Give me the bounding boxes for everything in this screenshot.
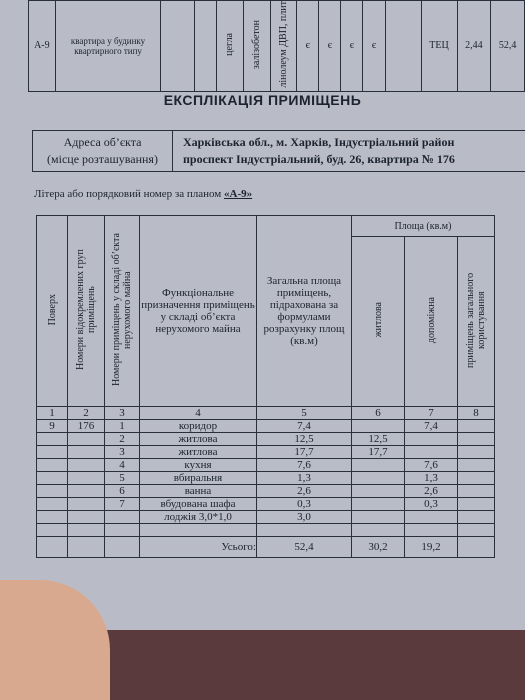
address-value: Харківська обл., м. Харків, Індустріальний район проспект Індустріальний, буд. 26, квартира № 176: [183, 135, 455, 166]
header-common: приміщень загального користування: [465, 272, 487, 368]
total-aux: 19,2: [405, 537, 458, 558]
header-group: Номери відокремлених груп приміщень: [75, 249, 97, 370]
top-area: 52,4: [491, 1, 525, 92]
table-row: 4 кухня 7,6 7,6: [37, 459, 495, 472]
address-box: [32, 130, 525, 172]
floor-material: залізобетон: [251, 19, 263, 69]
sign-2: є: [319, 1, 341, 92]
header-total-area: Загальна площа приміщень, підрахована за формулами розрахунку площ (кв.м): [257, 216, 352, 407]
page-title: ЕКСПЛІКАЦІЯ ПРИМІЩЕНЬ: [163, 92, 362, 108]
total-label: Усього:: [140, 537, 257, 558]
loggia-row: лоджія 3,0*1,0 3,0: [37, 511, 495, 524]
header-living: житлова: [372, 302, 384, 338]
explication-table: [36, 215, 495, 558]
litera-line: Літера або порядковий номер за планом «А-9»: [34, 188, 253, 200]
sign-4: є: [363, 1, 385, 92]
header-floor: Поверх: [46, 293, 58, 326]
table-row: 5 вбиральня 1,3 1,3: [37, 472, 495, 485]
column-numbers-row: 1 2 3 4 5 6 7 8: [37, 407, 495, 420]
total-row: [37, 537, 495, 558]
header-auxiliary: допоміжна: [425, 297, 437, 344]
finish-material: лінолеум ДВП, плит: [277, 1, 289, 88]
table-row: 2 житлова 12,5 12,5: [37, 433, 495, 446]
header-purpose: Функціональне призначення приміщень у складі об’єкта нерухомого майна: [140, 216, 257, 407]
table-body: [37, 420, 495, 511]
total-living: 30,2: [352, 537, 405, 558]
object-code: А-9: [29, 1, 56, 92]
table-row: 9 176 1 коридор 7,4 7,4: [37, 420, 495, 433]
wall-material: цегла: [224, 32, 236, 56]
sign-3: є: [341, 1, 363, 92]
header-area-group: Площа (кв.м): [352, 216, 495, 237]
table-row: 3 житлова 17,7 17,7: [37, 446, 495, 459]
total-area: 52,4: [257, 537, 352, 558]
sign-1: є: [297, 1, 319, 92]
header-room-no: Номери приміщень у складі об’єкта нерухомого майна: [111, 233, 133, 386]
empty-row: [37, 524, 495, 537]
ceiling-height: 2,44: [457, 1, 491, 92]
table-row: 7 вбудована шафа 0,3 0,3: [37, 498, 495, 511]
heating: ТЕЦ: [421, 1, 457, 92]
address-label: Адреса об’єкта (місце розташування): [33, 131, 173, 171]
top-table-fragment: [28, 0, 525, 92]
object-type: квартира у будинку квартирного типу: [55, 1, 161, 92]
table-row: 6 ванна 2,6 2,6: [37, 485, 495, 498]
litera-value: «А-9»: [224, 188, 253, 200]
